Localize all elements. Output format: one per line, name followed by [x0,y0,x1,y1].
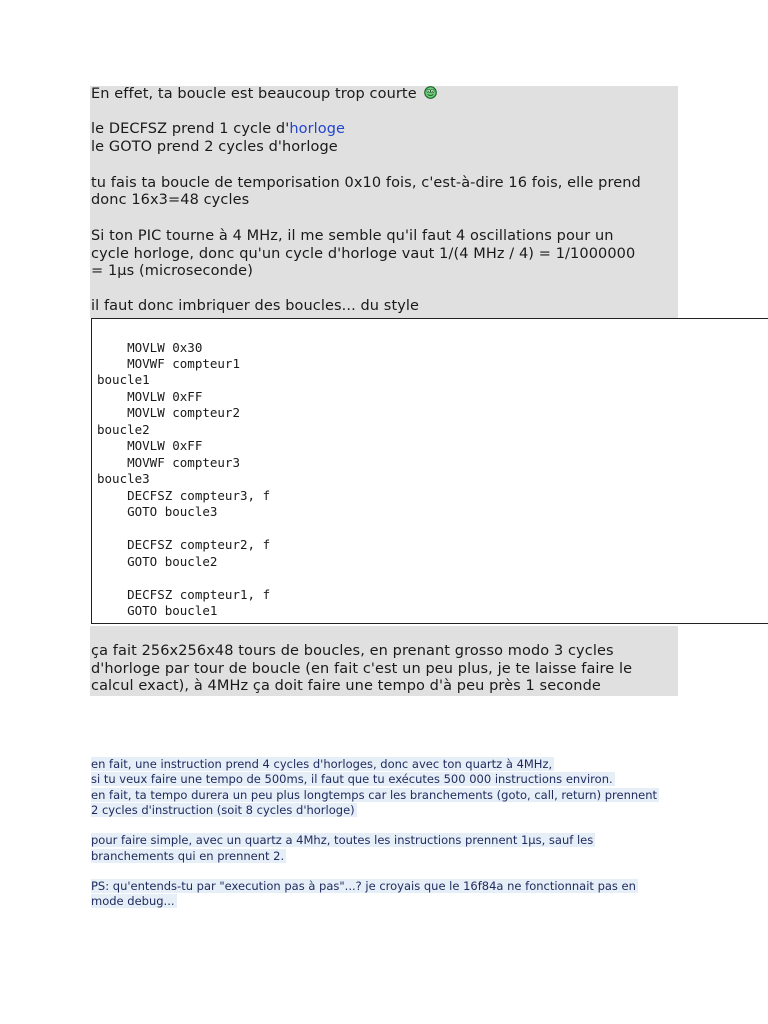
reply-line7-text: PS: qu'entends-tu par "execution pas à pas"...? je croyais que le 16f84a ne fonctionnait pas en [91,879,636,893]
code-label: boucle2 [97,422,150,437]
post1-line9: il faut donc imbriquer des boucles... du style [91,298,420,314]
post1-line8: = 1µs (microseconde) [91,263,253,279]
reply-line7 [91,879,638,894]
post1-line6: Si ton PIC tourne à 4 MHz, il me semble qu'il faut 4 oscillations pour un [91,228,614,244]
post1-line2-prefix: le DECFSZ prend 1 cycle d' [91,121,290,137]
post1-line4: tu fais ta boucle de temporisation 0x10 fois, c'est-à-dire 16 fois, elle prend [91,175,641,191]
code-line: MOVLW 0x30 [97,340,203,355]
post2-line3: calcul exact), à 4MHz ça doit faire une tempo d'à peu près 1 seconde [91,678,601,694]
code-line: DECFSZ compteur2, f [97,537,271,552]
post1-line1 [91,86,437,104]
reply-line1-text: en fait, une instruction prend 4 cycles d'horloges, donc avec ton quartz à 4MHz, [91,757,553,771]
reply-line3-text: en fait, ta tempo durera un peu plus longtemps car les branchements (goto, call, return) prennent [91,788,658,802]
code-line: MOVLW 0xFF [97,389,203,404]
reply-line5 [91,833,595,848]
code-label: boucle1 [97,372,150,387]
code-line: DECFSZ compteur1, f [97,587,271,602]
code-line: GOTO boucle3 [97,504,218,519]
code-line: MOVWF compteur3 [97,455,240,470]
code-line: GOTO boucle2 [97,554,218,569]
post1-line5: donc 16x3=48 cycles [91,192,250,208]
reply-line1 [91,757,554,772]
code-line: MOVLW compteur2 [97,405,240,420]
reply-line2-text: si tu veux faire une tempo de 500ms, il faut que tu exécutes 500 000 instructions environ. [91,772,613,786]
post1-line7: cycle horloge, donc qu'un cycle d'horloge vaut 1/(4 MHz / 4) = 1/1000000 [91,246,636,262]
reply-line2 [91,772,615,787]
reply-line4-text: 2 cycles d'instruction (soit 8 cycles d'horloge) [91,803,355,817]
post2-line1: ça fait 256x256x48 tours de boucles, en prenant grosso modo 3 cycles [91,643,614,659]
code-line: GOTO boucle1 [97,603,218,618]
smiley-icon [424,86,437,99]
reply-line5-text: pour faire simple, avec un quartz a 4Mhz, toutes les instructions prennent 1µs, sauf les [91,833,594,847]
reply-line6 [91,849,286,864]
reply-line8-text: mode debug... [91,894,175,908]
reply-line4 [91,803,357,818]
reply-line3 [91,788,659,803]
code-line: MOVWF compteur1 [97,356,240,371]
horloge-link[interactable]: horloge [289,121,346,137]
code-block [91,318,768,624]
code-label: boucle3 [97,471,150,486]
code-line: DECFSZ compteur3, f [97,488,271,503]
post2-line2: d'horloge par tour de boucle (en fait c'est un peu plus, je te laisse faire le [91,661,633,677]
reply-line8 [91,894,177,909]
post1-line3: le GOTO prend 2 cycles d'horloge [91,139,338,155]
post1-line2 [91,121,345,139]
code-line: MOVLW 0xFF [97,438,203,453]
post1-line1-text: En effet, ta boucle est beaucoup trop courte [91,86,417,102]
reply-line6-text: branchements qui en prennent 2. [91,849,285,863]
